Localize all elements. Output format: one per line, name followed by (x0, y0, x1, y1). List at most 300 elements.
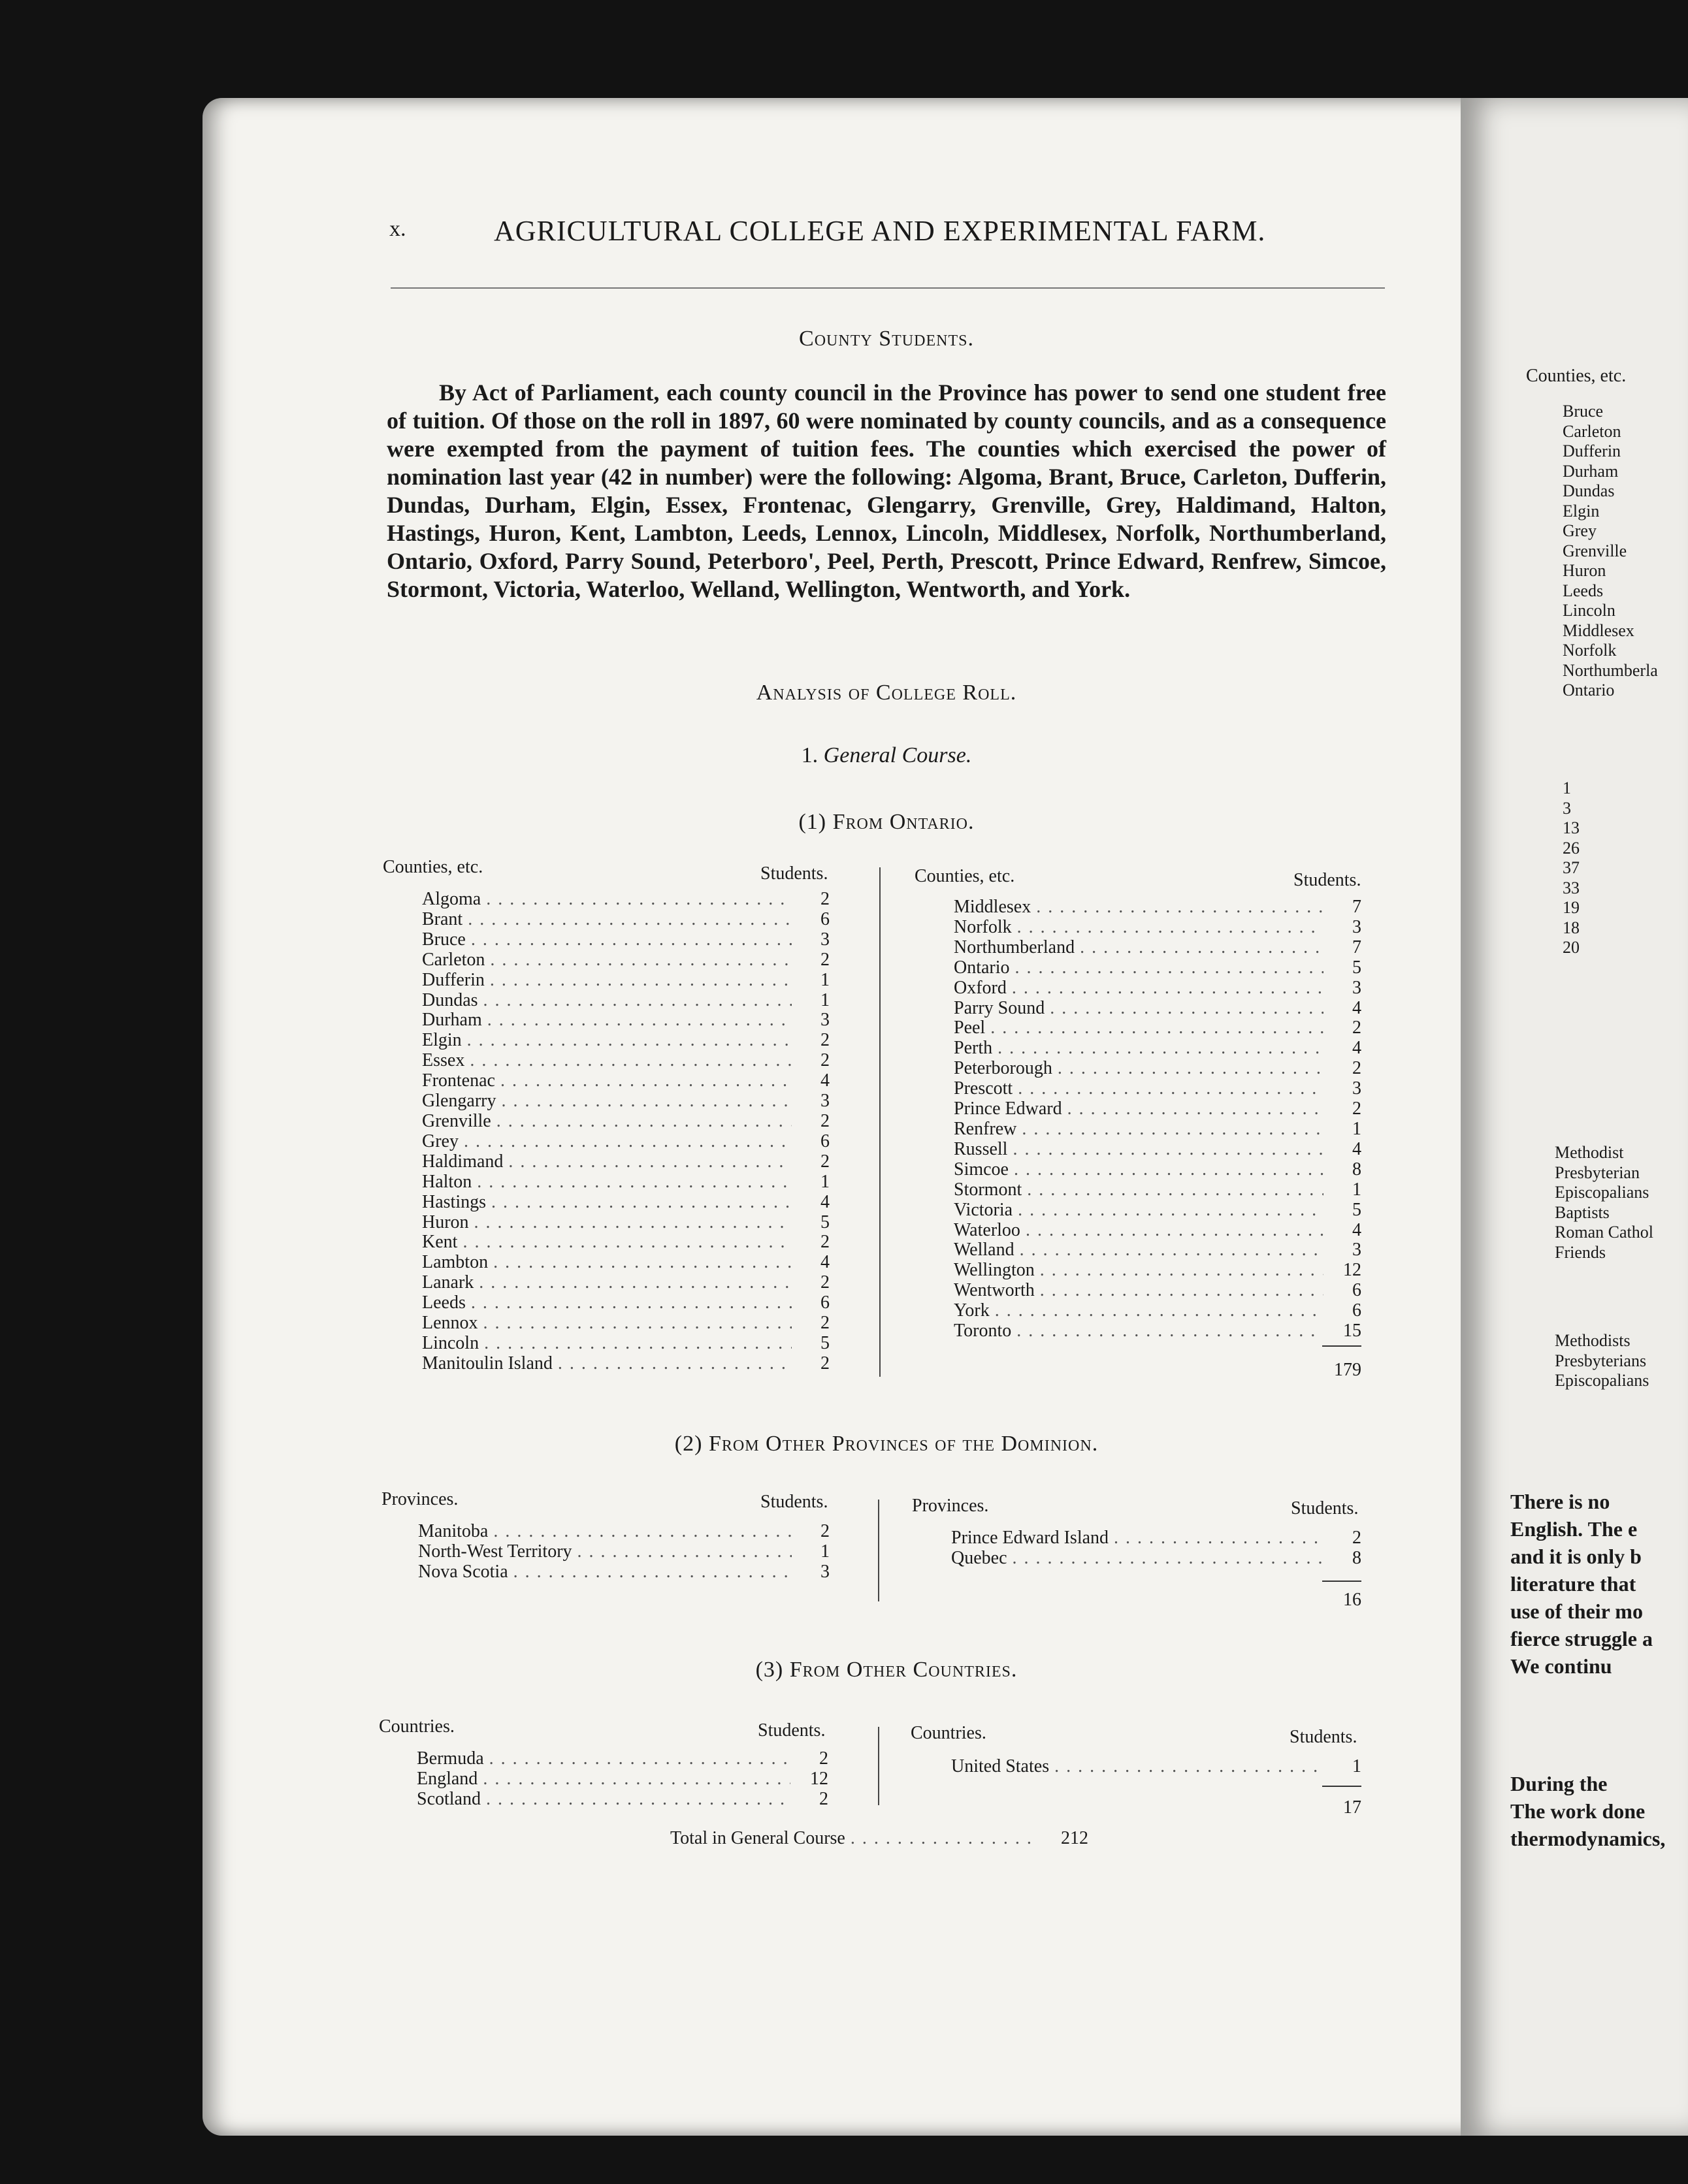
row-leader (995, 1301, 1323, 1321)
row-leader (1026, 1221, 1323, 1241)
row-value: 2 (1352, 1058, 1361, 1079)
general-course-number: 1. (801, 743, 819, 767)
facing-religion: Methodists (1555, 1331, 1631, 1350)
table-row (954, 999, 1361, 1019)
facing-county: Ontario (1563, 681, 1615, 699)
table-row (422, 1253, 830, 1273)
facing-county: Northumberla (1563, 660, 1658, 680)
row-leader (1040, 1261, 1323, 1281)
table-row (951, 1757, 1361, 1777)
row-value: 4 (820, 1252, 830, 1273)
row-name: Scotland (417, 1788, 481, 1809)
table-row (422, 1091, 830, 1112)
grand-total-row (670, 1829, 1088, 1849)
table-row (422, 1354, 830, 1374)
row-name: Carleton (422, 949, 485, 970)
row-name: Halton (422, 1171, 472, 1192)
provinces-col-label-right: Provinces. (912, 1496, 989, 1516)
row-value: 4 (1352, 1138, 1361, 1159)
row-value: 6 (820, 1131, 830, 1151)
county-students-paragraph (387, 379, 1386, 603)
row-value: 1 (1352, 1179, 1361, 1200)
row-leader (1036, 897, 1323, 918)
row-value: 4 (1352, 1038, 1361, 1059)
row-value: 8 (1352, 1159, 1361, 1180)
row-name: Oxford (954, 977, 1007, 998)
facing-religion: Methodist (1555, 1143, 1624, 1162)
table-row (422, 1071, 830, 1091)
table-row (422, 1213, 830, 1233)
row-leader (484, 1334, 792, 1354)
row-value: 2 (820, 889, 830, 909)
table-row (954, 978, 1361, 999)
facing-religion: Episcopalians (1555, 1183, 1649, 1202)
table-row (954, 1301, 1361, 1321)
general-course-heading (387, 743, 1386, 768)
table-row (954, 1059, 1361, 1079)
row-name: Durham (422, 1010, 482, 1031)
row-value: 2 (820, 1030, 830, 1051)
table-row (422, 950, 830, 971)
row-name: Glengarry (422, 1091, 496, 1112)
row-leader (1014, 1160, 1323, 1180)
row-leader (471, 930, 792, 950)
row-name: Waterloo (954, 1219, 1020, 1240)
row-value: 2 (820, 1313, 830, 1334)
row-leader (1022, 1119, 1323, 1140)
row-value: 4 (820, 1191, 830, 1212)
row-name: Hastings (422, 1191, 486, 1212)
table-row (422, 971, 830, 991)
row-leader (1080, 938, 1323, 958)
row-leader (1013, 1549, 1323, 1569)
facing-religion: Episcopalians (1555, 1371, 1649, 1390)
table-row (954, 1018, 1361, 1038)
row-name: Northumberland (954, 937, 1075, 957)
table-row (951, 1528, 1361, 1549)
facing-number: 26 (1563, 838, 1580, 858)
row-leader (493, 1253, 792, 1273)
facing-text-line: We continu (1510, 1654, 1612, 1678)
facing-number: 19 (1563, 898, 1580, 917)
row-leader (487, 1010, 792, 1031)
row-leader (502, 1091, 792, 1112)
row-leader (1020, 1240, 1323, 1261)
table-row (422, 1051, 830, 1071)
row-leader (474, 1213, 792, 1233)
row-name: Frontenac (422, 1070, 495, 1091)
row-leader (990, 1018, 1323, 1038)
facing-paragraph (1510, 1488, 1653, 1680)
row-name: Manitoulin Island (422, 1353, 553, 1373)
row-leader (486, 1790, 790, 1810)
row-name: Simcoe (954, 1159, 1009, 1180)
ontario-col-label-left: Counties, etc. (383, 857, 483, 877)
row-value: 6 (1352, 1280, 1361, 1301)
facing-text-line: thermodynamics, (1510, 1827, 1666, 1850)
from-ontario-heading: (1) From Ontario. (798, 810, 975, 834)
table-row (422, 1112, 830, 1132)
row-name: Perth (954, 1038, 993, 1059)
table-row (422, 1334, 830, 1354)
table-row (422, 1293, 830, 1313)
table-row (422, 890, 830, 910)
row-name: Lanark (422, 1272, 474, 1293)
table-row (417, 1749, 828, 1769)
countries-total-rule (1322, 1786, 1361, 1787)
table-row (422, 1313, 830, 1334)
row-name: United States (951, 1756, 1050, 1776)
row-value: 4 (1352, 997, 1361, 1018)
table-row (422, 1010, 830, 1031)
facing-religions-list (1555, 1143, 1653, 1262)
row-name: Stormont (954, 1179, 1022, 1200)
row-name: Wentworth (954, 1280, 1035, 1301)
facing-text-line: There is no (1510, 1490, 1610, 1513)
facing-text-line: English. The e (1510, 1517, 1638, 1541)
row-name: Kent (422, 1232, 458, 1253)
row-value: 12 (1343, 1260, 1361, 1281)
row-value: 2 (1352, 1528, 1361, 1548)
row-name: Elgin (422, 1030, 462, 1051)
row-value: 5 (820, 1212, 830, 1232)
table-row (954, 918, 1361, 938)
row-value: 12 (810, 1768, 828, 1789)
grand-total-value: 212 (1061, 1828, 1088, 1848)
row-value: 6 (820, 908, 830, 929)
row-name: Nova Scotia (418, 1561, 508, 1582)
row-value: 2 (1352, 1018, 1361, 1038)
row-leader (468, 910, 792, 930)
table-row (954, 1038, 1361, 1059)
table-row (954, 1261, 1361, 1281)
facing-text-line: literature that (1510, 1572, 1636, 1596)
row-leader (463, 1232, 792, 1253)
row-value: 3 (1352, 1240, 1361, 1261)
from-countries-heading: (3) From Other Countries. (755, 1658, 1018, 1682)
ontario-col-value-right: Students. (1293, 870, 1361, 890)
facing-county: Norfolk (1563, 641, 1617, 660)
row-value: 6 (1352, 1300, 1361, 1321)
row-name: Grey (422, 1131, 459, 1151)
facing-number: 37 (1563, 858, 1580, 877)
row-name: Leeds (422, 1293, 466, 1313)
table-row (422, 1232, 830, 1253)
facing-county: Durham (1563, 461, 1619, 481)
facing-col-label: Counties, etc. (1526, 366, 1627, 386)
facing-county: Huron (1563, 561, 1606, 580)
table-row (954, 1079, 1361, 1099)
row-leader (489, 1749, 790, 1769)
countries-total: 17 (1343, 1797, 1361, 1818)
provinces-column-divider (878, 1500, 879, 1601)
row-leader (1013, 1140, 1323, 1160)
row-value: 4 (1352, 1219, 1361, 1240)
table-row (422, 1031, 830, 1051)
row-value: 2 (820, 1050, 830, 1071)
page-number: x. (389, 217, 406, 241)
row-name: Russell (954, 1138, 1008, 1159)
facing-county: Grenville (1563, 541, 1627, 560)
table-row (422, 1132, 830, 1152)
facing-county: Bruce (1563, 402, 1604, 421)
row-leader (558, 1354, 792, 1374)
table-row (954, 958, 1361, 978)
table-row (954, 1240, 1361, 1261)
row-value: 1 (820, 989, 830, 1010)
row-name: Prescott (954, 1078, 1013, 1099)
facing-text-line: and it is only b (1510, 1545, 1642, 1568)
row-value: 3 (1352, 916, 1361, 937)
county-students-text: By Act of Parliament, each county council in the Province has power to send one student free of tuition. Of those on the roll in 1897, 60 were nominated by county councils, and as a consequence were exempted from the payment of tuition fees. The counties which exercised the power of nomination last year (42 in number) were the following: Algoma, Brant, Bruce, Carleton, Dufferin, Dundas, Durham, Elgin, Essex, Frontenac, Glengarry, Grenville, Grey, Haldimand, Halton, Hastings, Huron, Kent, Lambton, Leeds, Lennox, Lincoln, Middlesex, Norfolk, Northumberland, Ontario, Oxford, Parry Sound, Peterboro', Peel, Perth, Prescott, Prince Edward, Renfrew, Simcoe, Stormont, Victoria, Waterloo, Welland, Wellington, Wentworth, and York. (387, 379, 1386, 602)
row-name: Parry Sound (954, 997, 1045, 1018)
row-leader (1040, 1281, 1323, 1301)
facing-number: 20 (1563, 938, 1580, 957)
facing-county: Dundas (1563, 481, 1615, 500)
row-name: Lambton (422, 1252, 489, 1273)
row-name: Bermuda (417, 1748, 484, 1769)
row-name: Norfolk (954, 916, 1012, 937)
table-row (954, 1180, 1361, 1200)
facing-county: Carleton (1563, 421, 1621, 441)
row-name: York (954, 1300, 990, 1321)
row-leader (479, 1273, 792, 1293)
ontario-column-divider (879, 867, 881, 1377)
row-leader (471, 1293, 792, 1313)
row-leader (464, 1132, 792, 1152)
row-value: 5 (1352, 1199, 1361, 1220)
table-row (417, 1769, 828, 1790)
countries-col-value-left: Students. (758, 1720, 826, 1741)
row-name: England (417, 1768, 478, 1789)
row-leader (493, 1522, 792, 1542)
row-leader (491, 1193, 792, 1213)
facing-numbers-list (1563, 779, 1580, 958)
row-value: 2 (1352, 1099, 1361, 1119)
facing-text-line: During the (1510, 1772, 1608, 1795)
grand-total-leader (851, 1829, 1031, 1849)
table-row (954, 1099, 1361, 1119)
ontario-col-label-right: Counties, etc. (915, 866, 1015, 886)
row-leader (577, 1542, 792, 1562)
provinces-col-label-left: Provinces. (381, 1489, 459, 1509)
row-name: Ontario (954, 957, 1010, 978)
row-value: 2 (820, 1110, 830, 1131)
row-leader (1050, 999, 1323, 1019)
table-row (954, 1140, 1361, 1160)
ontario-col-value-left: Students. (760, 863, 828, 884)
row-value: 2 (820, 1272, 830, 1293)
row-value: 3 (820, 1010, 830, 1031)
countries-col-label-left: Countries. (379, 1716, 455, 1737)
row-name: Middlesex (954, 897, 1031, 917)
row-value: 2 (820, 1353, 830, 1373)
row-name: Lennox (422, 1313, 478, 1334)
ontario-total-rule (1322, 1345, 1361, 1347)
facing-county: Leeds (1563, 581, 1604, 600)
row-name: Prince Edward Island (951, 1528, 1109, 1548)
table-row (422, 1152, 830, 1172)
facing-religion: Roman Cathol (1555, 1223, 1653, 1242)
countries-col-label-right: Countries. (911, 1723, 986, 1743)
facing-religions-list-2 (1555, 1331, 1649, 1391)
row-name: North-West Territory (418, 1541, 572, 1562)
row-leader (1015, 958, 1323, 978)
provinces-col-value-right: Students. (1291, 1498, 1359, 1518)
table-row (422, 1193, 830, 1213)
row-name: Huron (422, 1212, 469, 1232)
table-row (954, 1160, 1361, 1180)
row-leader (490, 971, 792, 991)
row-name: Algoma (422, 889, 481, 909)
facing-county: Grey (1563, 521, 1597, 540)
countries-column-divider (878, 1727, 879, 1805)
row-value: 3 (1352, 1078, 1361, 1099)
facing-number: 13 (1563, 818, 1580, 837)
row-leader (1027, 1180, 1323, 1200)
row-leader (1017, 918, 1323, 938)
row-leader (1018, 1200, 1323, 1221)
facing-text-line: use of their mo (1510, 1599, 1643, 1623)
countries-table-right (951, 1757, 1361, 1777)
row-value: 3 (820, 929, 830, 950)
provinces-col-value-left: Students. (760, 1492, 828, 1512)
row-name: Welland (954, 1240, 1014, 1261)
row-name: Dufferin (422, 969, 485, 990)
ontario-total: 179 (1334, 1360, 1361, 1380)
row-value: 2 (819, 1748, 828, 1769)
facing-county: Middlesex (1563, 620, 1634, 640)
row-leader (1067, 1099, 1323, 1119)
table-row (954, 897, 1361, 918)
row-value: 6 (820, 1293, 830, 1313)
countries-table-left (417, 1749, 828, 1810)
provinces-total-rule (1322, 1581, 1361, 1582)
county-students-heading: County Students. (799, 327, 974, 351)
row-value: 3 (1352, 977, 1361, 998)
row-leader (477, 1172, 792, 1193)
row-leader (500, 1071, 792, 1091)
facing-number: 18 (1563, 918, 1580, 937)
facing-religion: Friends (1555, 1242, 1606, 1262)
row-value: 15 (1343, 1321, 1361, 1341)
table-row (422, 910, 830, 930)
row-value: 1 (820, 1171, 830, 1192)
table-row (954, 938, 1361, 958)
row-leader (1054, 1757, 1323, 1777)
row-value: 7 (1352, 937, 1361, 957)
row-value: 2 (820, 1232, 830, 1253)
row-leader (470, 1051, 792, 1071)
analysis-heading: Analysis of College Roll. (756, 681, 1017, 705)
facing-county: Lincoln (1563, 601, 1615, 620)
row-value: 2 (820, 1521, 830, 1541)
table-row (954, 1119, 1361, 1140)
row-name: Grenville (422, 1110, 491, 1131)
row-value: 3 (820, 1561, 830, 1582)
provinces-table-left (418, 1522, 830, 1582)
row-leader (483, 991, 792, 1011)
facing-religion: Presbyterian (1555, 1163, 1640, 1182)
row-leader (486, 890, 792, 910)
header-rule (391, 287, 1385, 289)
row-leader (1016, 1321, 1323, 1341)
table-row (422, 930, 830, 950)
row-name: Victoria (954, 1199, 1013, 1220)
row-value: 1 (1352, 1118, 1361, 1139)
row-leader (513, 1562, 792, 1582)
row-value: 2 (820, 1151, 830, 1172)
facing-county: Elgin (1563, 501, 1600, 521)
row-leader (467, 1031, 792, 1051)
row-name: Peterborough (954, 1058, 1052, 1079)
row-value: 3 (820, 1091, 830, 1112)
row-value: 5 (1352, 957, 1361, 978)
row-name: Bruce (422, 929, 466, 950)
facing-counties-list (1563, 402, 1658, 701)
right-page (1461, 98, 1688, 2136)
facing-text-line: The work done (1510, 1799, 1646, 1823)
table-row (954, 1281, 1361, 1301)
page-title: AGRICULTURAL COLLEGE AND EXPERIMENTAL FARM. (494, 215, 1266, 247)
provinces-table-right (951, 1528, 1361, 1569)
table-row (417, 1790, 828, 1810)
row-leader (490, 950, 792, 971)
row-leader (483, 1769, 790, 1790)
row-value: 1 (1352, 1756, 1361, 1776)
facing-county: Dufferin (1563, 442, 1621, 460)
row-leader (1058, 1059, 1323, 1079)
row-value: 2 (820, 949, 830, 970)
row-name: Renfrew (954, 1118, 1017, 1139)
facing-number: 3 (1563, 798, 1571, 818)
facing-number: 1 (1563, 779, 1571, 797)
ontario-table-left (422, 890, 830, 1374)
facing-number: 33 (1563, 878, 1580, 897)
row-value: 1 (820, 969, 830, 990)
table-row (954, 1221, 1361, 1241)
row-leader (1018, 1079, 1323, 1099)
facing-text-line: fierce struggle a (1510, 1627, 1653, 1650)
row-name: Quebec (951, 1547, 1007, 1568)
table-row (954, 1321, 1361, 1341)
row-leader (998, 1038, 1323, 1059)
row-value: 7 (1352, 897, 1361, 917)
grand-total-label: Total in General Course (670, 1828, 845, 1848)
row-leader (1114, 1528, 1323, 1549)
row-name: Manitoba (418, 1521, 489, 1541)
row-name: Dundas (422, 989, 478, 1010)
row-name: Essex (422, 1050, 465, 1071)
table-row (422, 1273, 830, 1293)
row-value: 1 (820, 1541, 830, 1562)
row-name: Toronto (954, 1321, 1012, 1341)
row-name: Prince Edward (954, 1099, 1062, 1119)
row-name: Haldimand (422, 1151, 504, 1172)
table-row (418, 1562, 830, 1582)
row-value: 5 (820, 1332, 830, 1353)
row-name: Wellington (954, 1260, 1035, 1281)
ontario-table-right (954, 897, 1361, 1341)
table-row (418, 1542, 830, 1562)
row-leader (1012, 978, 1323, 999)
table-row (954, 1200, 1361, 1221)
row-value: 8 (1352, 1547, 1361, 1568)
from-provinces-heading: (2) From Other Provinces of the Dominion. (674, 1432, 1099, 1456)
facing-paragraph-2 (1510, 1770, 1665, 1852)
table-row (951, 1549, 1361, 1569)
provinces-total: 16 (1343, 1590, 1361, 1610)
